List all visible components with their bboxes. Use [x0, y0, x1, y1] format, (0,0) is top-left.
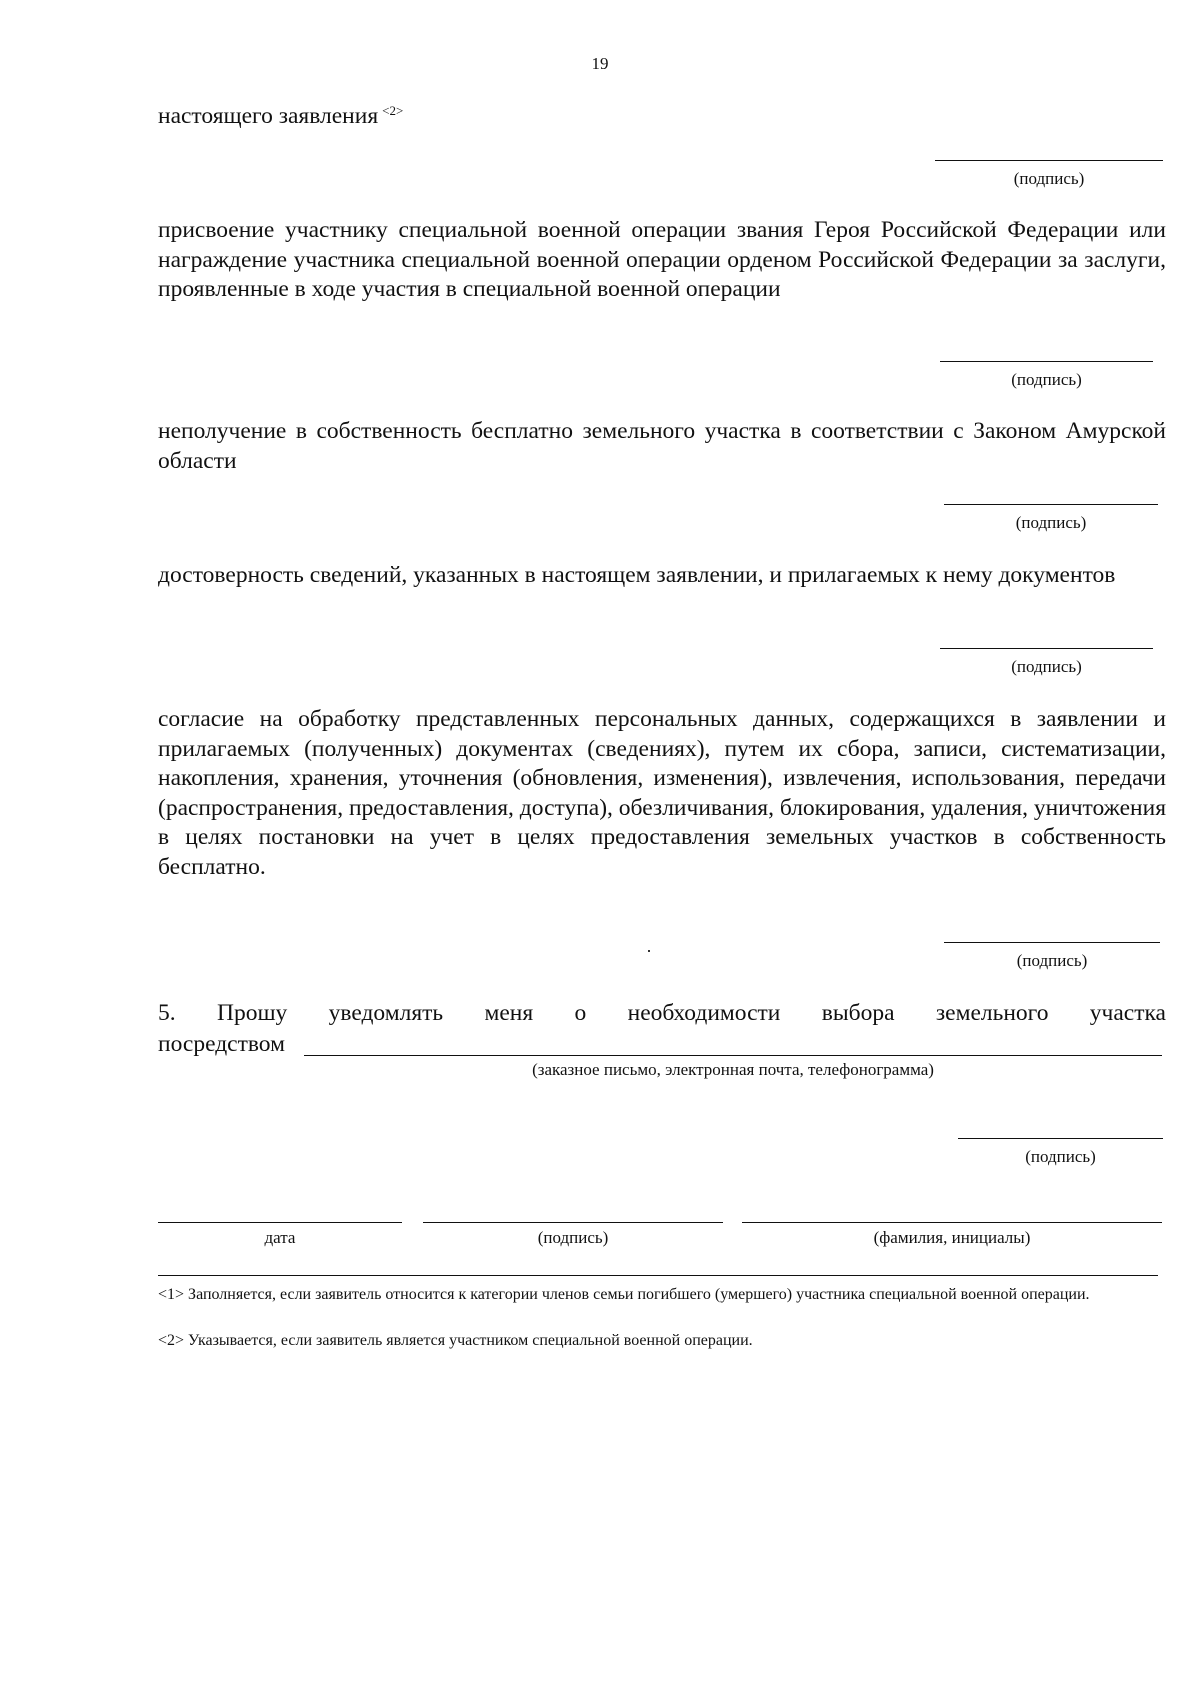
statement-fragment [158, 96, 1166, 132]
footnote-2: <2> Указывается, если заявитель является участником специальной военной операции. [158, 1332, 753, 1349]
bottom-signature-field[interactable] [423, 1222, 723, 1223]
date-caption: дата [264, 1228, 296, 1247]
footnote-divider [158, 1275, 1158, 1276]
notification-method-caption: (заказное письмо, электронная почта, телефонограмма) [532, 1060, 934, 1079]
signature-line [944, 942, 1160, 943]
signature-line [935, 160, 1163, 161]
accuracy-paragraph: достоверность сведений, указанных в настоящем заявлении, и прилагаемых к нему документов [158, 562, 1116, 588]
notification-request-line1: 5. Прошу уведомлять меня о необходимости выбора земельного участка [158, 1000, 1166, 1026]
name-initials-caption: (фамилия, инициалы) [873, 1228, 1031, 1247]
signature-field-3[interactable] [944, 504, 1158, 533]
signature-field-5[interactable] [944, 942, 1160, 971]
footnote-1: <1> Заполняется, если заявитель относится к категории членов семьи погибшего (умершего) участника специальной военной операции. [158, 1286, 1090, 1303]
signature-line [944, 504, 1158, 505]
date-field[interactable] [158, 1222, 402, 1223]
signature-caption: (подпись) [1016, 951, 1088, 970]
signature-caption: (подпись) [1015, 513, 1087, 532]
land-nonreceipt-paragraph: неполучение в собственность бесплатно земельного участка в соответствии с Законом Амурской области [158, 418, 1166, 474]
signature-caption: (подпись) [1011, 370, 1082, 389]
signature-caption: (подпись) [1025, 1147, 1096, 1166]
signature-caption: (подпись) [1011, 657, 1082, 676]
signature-line [958, 1138, 1163, 1139]
signature-line [940, 361, 1153, 362]
name-initials-field[interactable] [742, 1222, 1162, 1223]
notification-request-line2: посредством [158, 1031, 285, 1057]
signature-line [940, 648, 1153, 649]
bottom-signature-caption: (подпись) [537, 1228, 609, 1247]
footnote-ref-2: <2> [382, 103, 404, 118]
hero-award-paragraph: присвоение участнику специальной военной операции звания Героя Российской Федерации или награждение участника специальной военной операции орденом Российской Федерации за заслуги, проявленные в ходе участия в специальной военной операции [158, 217, 1166, 302]
statement-fragment-text: настоящего заявления [158, 103, 379, 129]
signature-field-1[interactable] [935, 160, 1163, 189]
scan-speck [648, 950, 650, 952]
signature-field-4[interactable] [940, 648, 1153, 677]
data-consent-paragraph: согласие на обработку представленных персональных данных, содержащихся в заявлении и прилагаемых (полученных) документах (сведениях), путем их сбора, записи, систематизации, накопления, хранения, уточнения (обновления, изменения), извлечения, использования, передачи (распространения, предоставления, доступа), обезличивания, блокирования, удаления, уничтожения в целях постановки на учет в целях предоставления земельных участков в собственность бесплатно. [158, 706, 1166, 880]
notification-method-field[interactable] [304, 1055, 1162, 1056]
signature-caption: (подпись) [1013, 169, 1085, 188]
signature-field-2[interactable] [940, 361, 1153, 390]
page-number: 19 [591, 54, 609, 73]
signature-field-6[interactable] [958, 1138, 1163, 1167]
